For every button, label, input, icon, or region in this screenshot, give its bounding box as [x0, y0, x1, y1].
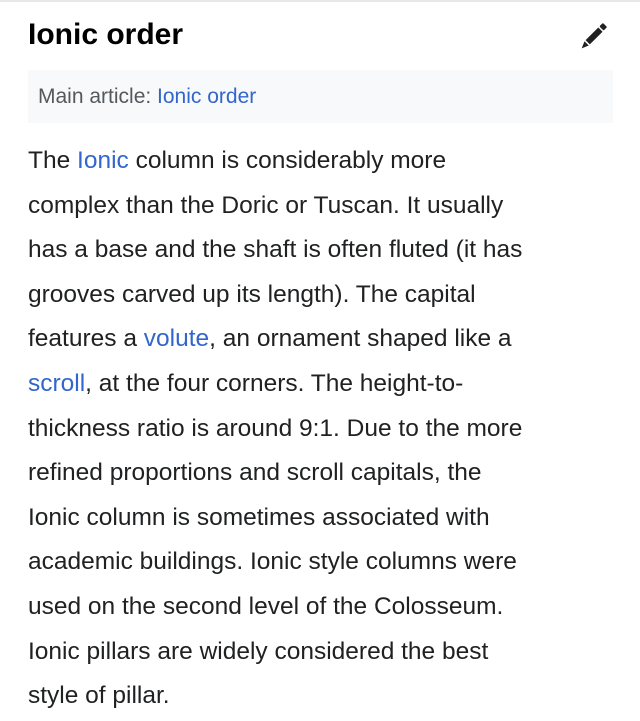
scroll-link[interactable]: scroll [28, 369, 86, 397]
text-run: column is considerably more [128, 147, 447, 174]
paragraph-line: grooves carved up its length). The capital [28, 280, 476, 308]
text-run: , at the four corners. The height-to- [85, 369, 464, 397]
paragraph-line: Ionic column is sometimes associated with [28, 503, 490, 531]
volute-link[interactable]: volute [143, 325, 210, 353]
section-header [28, 12, 612, 58]
top-divider [0, 0, 640, 2]
ionic-link[interactable]: Ionic [77, 147, 129, 174]
text-run: features a [28, 325, 144, 353]
paragraph-line: style of pillar. [28, 682, 170, 710]
paragraph-line: refined proportions and scroll capitals, the [28, 459, 482, 487]
paragraph-line: complex than the Doric or Tuscan. It usually [28, 191, 504, 219]
paragraph-line [28, 362, 628, 407]
section-title: Ionic order [28, 18, 184, 51]
paragraph-line [28, 317, 628, 362]
text-run: The [28, 147, 78, 174]
paragraph-line: Ionic pillars are widely considered the best [28, 637, 489, 665]
article-paragraph [28, 139, 628, 719]
pencil-icon [576, 20, 610, 54]
paragraph-line: thickness ratio is around 9:1. Due to the more [28, 414, 523, 442]
edit-section-button[interactable] [576, 20, 610, 54]
text-run: , an ornament shaped like a [209, 325, 512, 353]
paragraph-line: has a base and the shaft is often fluted (it has [28, 236, 523, 264]
hatnote-prefix: Main article: [38, 85, 158, 108]
main-article-link[interactable]: Ionic order [157, 85, 257, 108]
paragraph-line: used on the second level of the Colosseum. [28, 592, 504, 620]
paragraph-line [28, 139, 628, 184]
main-article-hatnote [28, 70, 613, 123]
paragraph-line: academic buildings. Ionic style columns were [28, 548, 517, 576]
